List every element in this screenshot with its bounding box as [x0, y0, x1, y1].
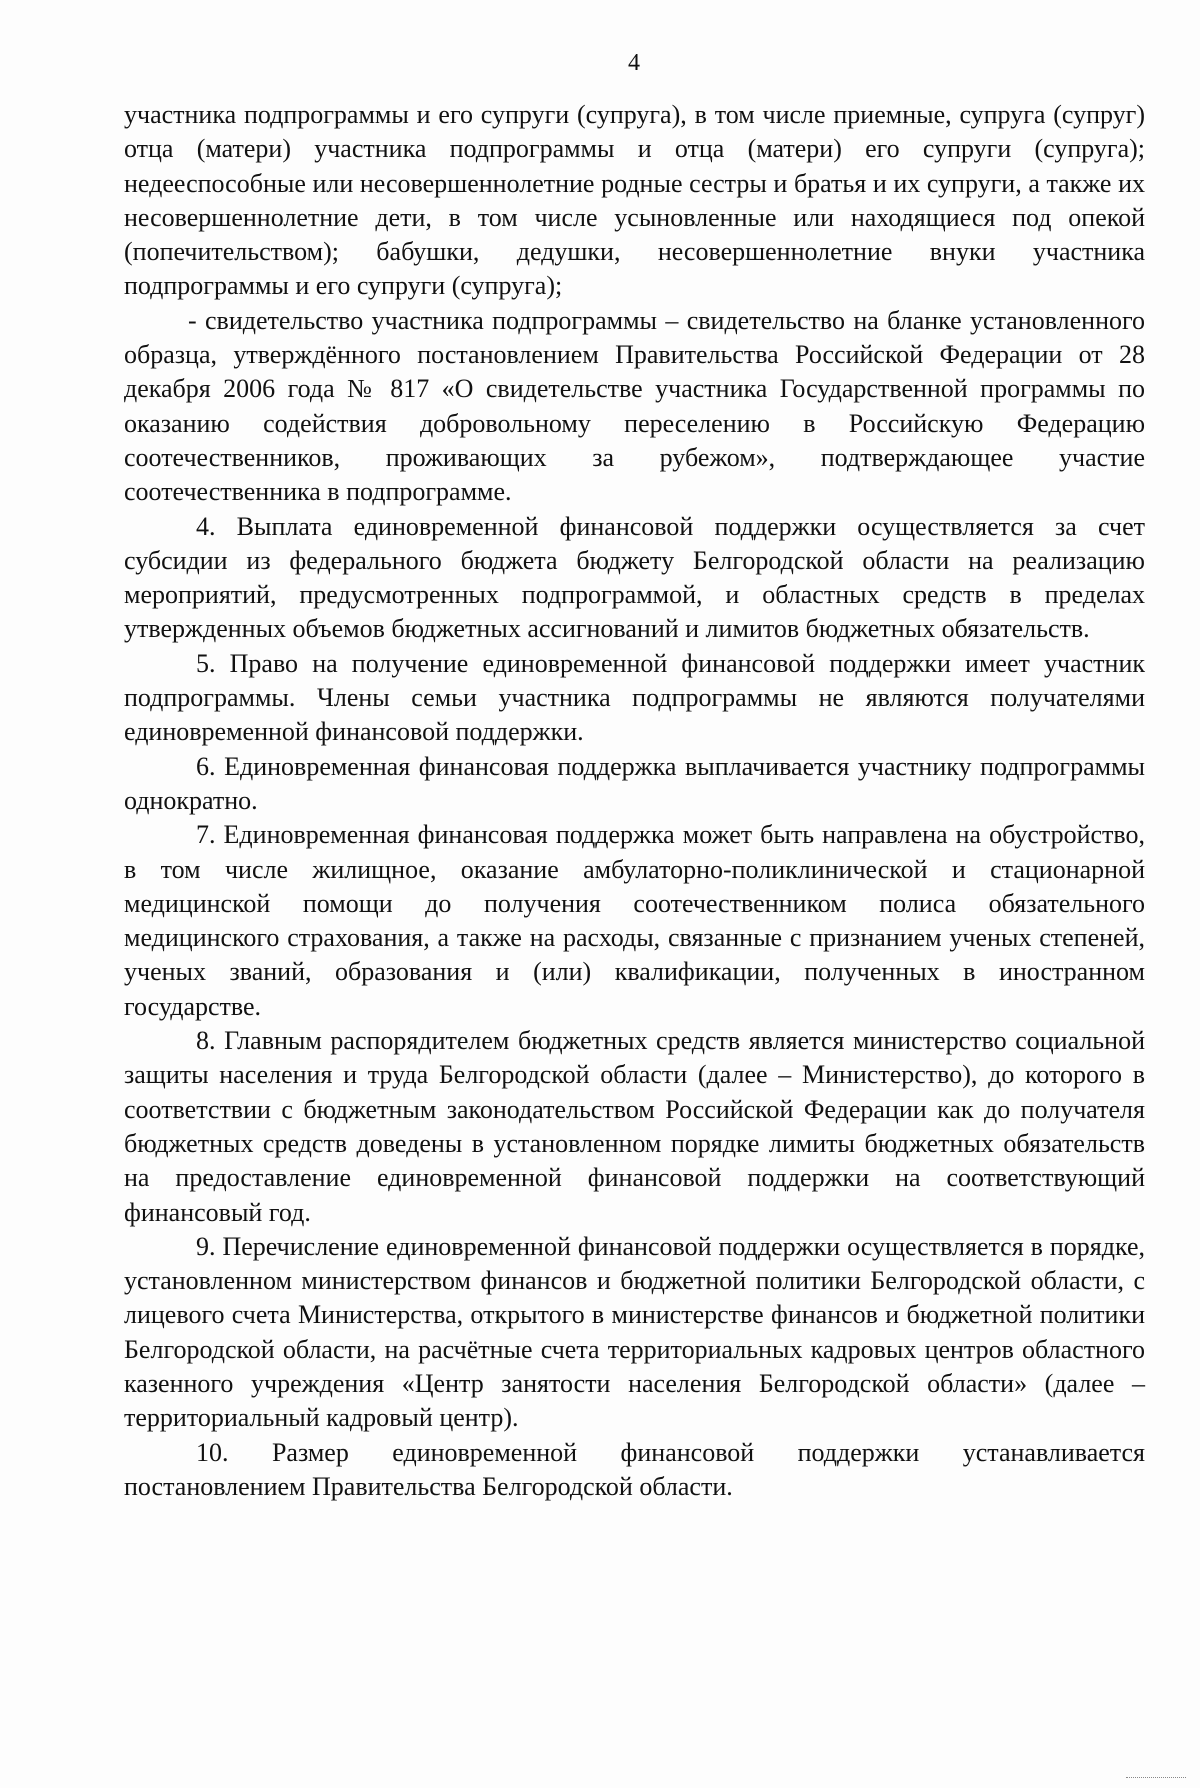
paragraph-5: 5. Право на получение единовременной финансовой поддержки имеет участник подпрограммы. Члены семьи участника подпрограммы не являются получателями единовременной финансовой поддержки.: [124, 648, 1145, 747]
document-body: [124, 98, 1145, 1504]
paragraph-7: 7. Единовременная финансовая поддержка может быть направлена на обустройство, в том числе жилищное, оказание амбулаторно-поликлинической и стационарной медицинской помощи до получения соотечественником полиса обязательного медицинского страхования, а также на расходы, связанные с признанием ученых степеней, ученых званий, образования и (или) квалификации, полученных в иностранном государстве.: [124, 820, 1145, 1021]
paragraph-9: 9. Перечисление единовременной финансовой поддержки осуществляется в порядке, установленном министерством финансов и бюджетной политики Белгородской области, с лицевого счета Министерства, открытого в министерстве финансов и бюджетной политики Белгородской области, на расчётные счета территориальных кадровых центров областного казенного учреждения «Центр занятости населения Белгородской области» (далее – территориальный кадровый центр).: [124, 1231, 1145, 1433]
paragraph-6: 6. Единовременная финансовая поддержка выплачивается участнику подпрограммы однократно.: [124, 751, 1145, 815]
paragraph-10: 10. Размер единовременной финансовой поддержки устанавливается постановлением Правительства Белгородской области.: [124, 1437, 1145, 1501]
paragraph-certificate-definition: - свидетельство участника подпрограммы – свидетельство на бланке установленного образца, утверждённого постановлением Правительства Российской Федерации от 28 декабря 2006 года № 817 «О свидетельстве участника Государственной программы по оказанию содействия добровольному переселению в Российскую Федерацию соотечественников, проживающих за рубежом», подтверждающее участие соотечественника в подпрограмме.: [124, 305, 1145, 507]
paragraph-continuation: участника подпрограммы и его супруги (супруга), в том числе приемные, супруга (супруг) отца (матери) участника подпрограммы и отца (матери) его супруги (супруга); недееспособные или несовершеннолетние родные сестры и братья и их супруги, а также их несовершеннолетние дети, в том числе усыновленные или находящиеся под опекой (попечительством); бабушки, дедушки, несовершеннолетние внуки участника подпрограммы и его супруги (супруга);: [124, 100, 1145, 301]
paragraph-4: 4. Выплата единовременной финансовой поддержки осуществляется за счет субсидии из федерального бюджета бюджету Белгородской области на реализацию мероприятий, предусмотренных подпрограммой, и областных средств в пределах утвержденных объемов бюджетных ассигнований и лимитов бюджетных обязательств.: [124, 511, 1145, 644]
page-number: 4: [628, 50, 640, 76]
paragraph-8: 8. Главным распорядителем бюджетных средств является министерство социальной защиты населения и труда Белгородской области (далее – Министерство), до которого в соответствии с бюджетным законодательством Российской Федерации как до получателя бюджетных средств доведены в установленном порядке лимиты бюджетных обязательств на предоставление единовременной финансовой поддержки на соответствующий финансовый год.: [124, 1026, 1145, 1227]
scan-edge-mark: [1126, 1777, 1186, 1784]
